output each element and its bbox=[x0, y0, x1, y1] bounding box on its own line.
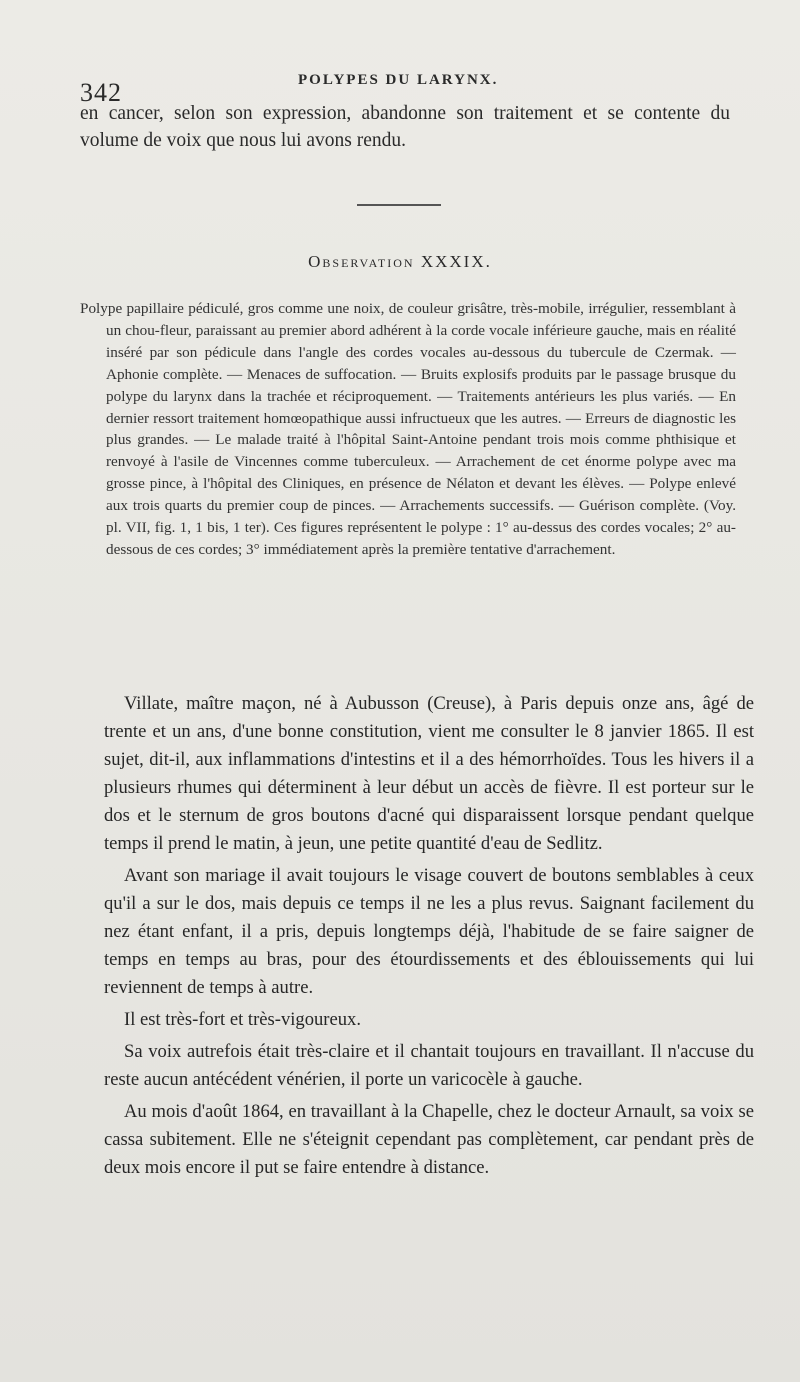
intro-paragraph: en cancer, selon son expression, abandonne son traitement et se contente du volume de voix que nous lui avons rendu. bbox=[80, 103, 730, 151]
body-paragraph: Avant son mariage il avait toujours le visage couvert de boutons semblables à ceux qu'il a sur le dos, mais depuis ce temps il ne les a plus revus. Saignant facilement du nez étant enfant, il a pris, depuis longtemps déjà, l'habitude de se faire saigner de temps en temps au bras, pour des étourdissements et des éblouissements qui lui reviennent de temps à autre. bbox=[104, 865, 754, 998]
page-number: 342 bbox=[80, 78, 122, 107]
running-title: POLYPES DU LARYNX. bbox=[298, 72, 499, 88]
observation-title: Observation XXXIX. bbox=[308, 252, 492, 271]
section-separator bbox=[357, 204, 441, 206]
case-body bbox=[104, 690, 754, 1186]
observation-summary: Polype papillaire pédiculé, gros comme une noix, de couleur grisâtre, très-mobile, irrégulier, ressemblant à un chou-fleur, paraissant au premier abord adhérent à la corde vocale inférieure gauche, mais en réalité inséré par son pédicule dans l'angle des cordes vocales au-dessous du tubercule de Czermak. — Aphonie complète. — Menaces de suffocation. — Bruits explosifs produits par le passage brusque du polype du larynx dans la trachée et réciproquement. — Traitements antérieurs les plus variés. — En dernier ressort traitement homœopathique aussi infructueux que les autres. — Erreurs de diagnostic les plus grandes. — Le malade traité à l'hôpital Saint-Antoine pendant trois mois comme phthisique et renvoyé à l'asile de Vincennes comme tuberculeux. — Arrachement de cet énorme polype avec ma grosse pince, à l'hôpital des Cliniques, en présence de Nélaton et devant les élèves. — Polype enlevé aux trois quarts du premier coup de pinces. — Arrachements successifs. — Guérison complète. (Voy. pl. VII, fig. 1, 1 bis, 1 ter). Ces figures représentent le polype : 1° au-dessus des cordes vocales; 2° au-dessous de ces cordes; 3° immédiatement après la première tentative d'arrachement. bbox=[80, 300, 736, 558]
body-paragraph: Au mois d'août 1864, en travaillant à la Chapelle, chez le docteur Arnault, sa voix se cassa subitement. Elle ne s'éteignit cependant pas complètement, car pendant près de deux mois encore il put se faire entendre à distance. bbox=[104, 1101, 754, 1178]
body-paragraph: Sa voix autrefois était très-claire et il chantait toujours en travaillant. Il n'accuse du reste aucun antécédent vénérien, il porte un varicocèle à gauche. bbox=[104, 1041, 754, 1090]
body-paragraph: Villate, maître maçon, né à Aubusson (Creuse), à Paris depuis onze ans, âgé de trente et un ans, d'une bonne constitution, vient me consulter le 8 janvier 1865. Il est sujet, dit-il, aux inflammations d'intestins et il a des hémorrhoïdes. Tous les hivers il a plusieurs rhumes qui déterminent à leur début un accès de fièvre. Il est porteur sur le dos et le sternum de gros boutons d'acné qui disparaissent lorsque pendant quelque temps il prend le matin, à jeun, une petite quantité d'eau de Sedlitz. bbox=[104, 693, 754, 854]
body-paragraph: Il est très-fort et très-vigoureux. bbox=[124, 1009, 361, 1030]
